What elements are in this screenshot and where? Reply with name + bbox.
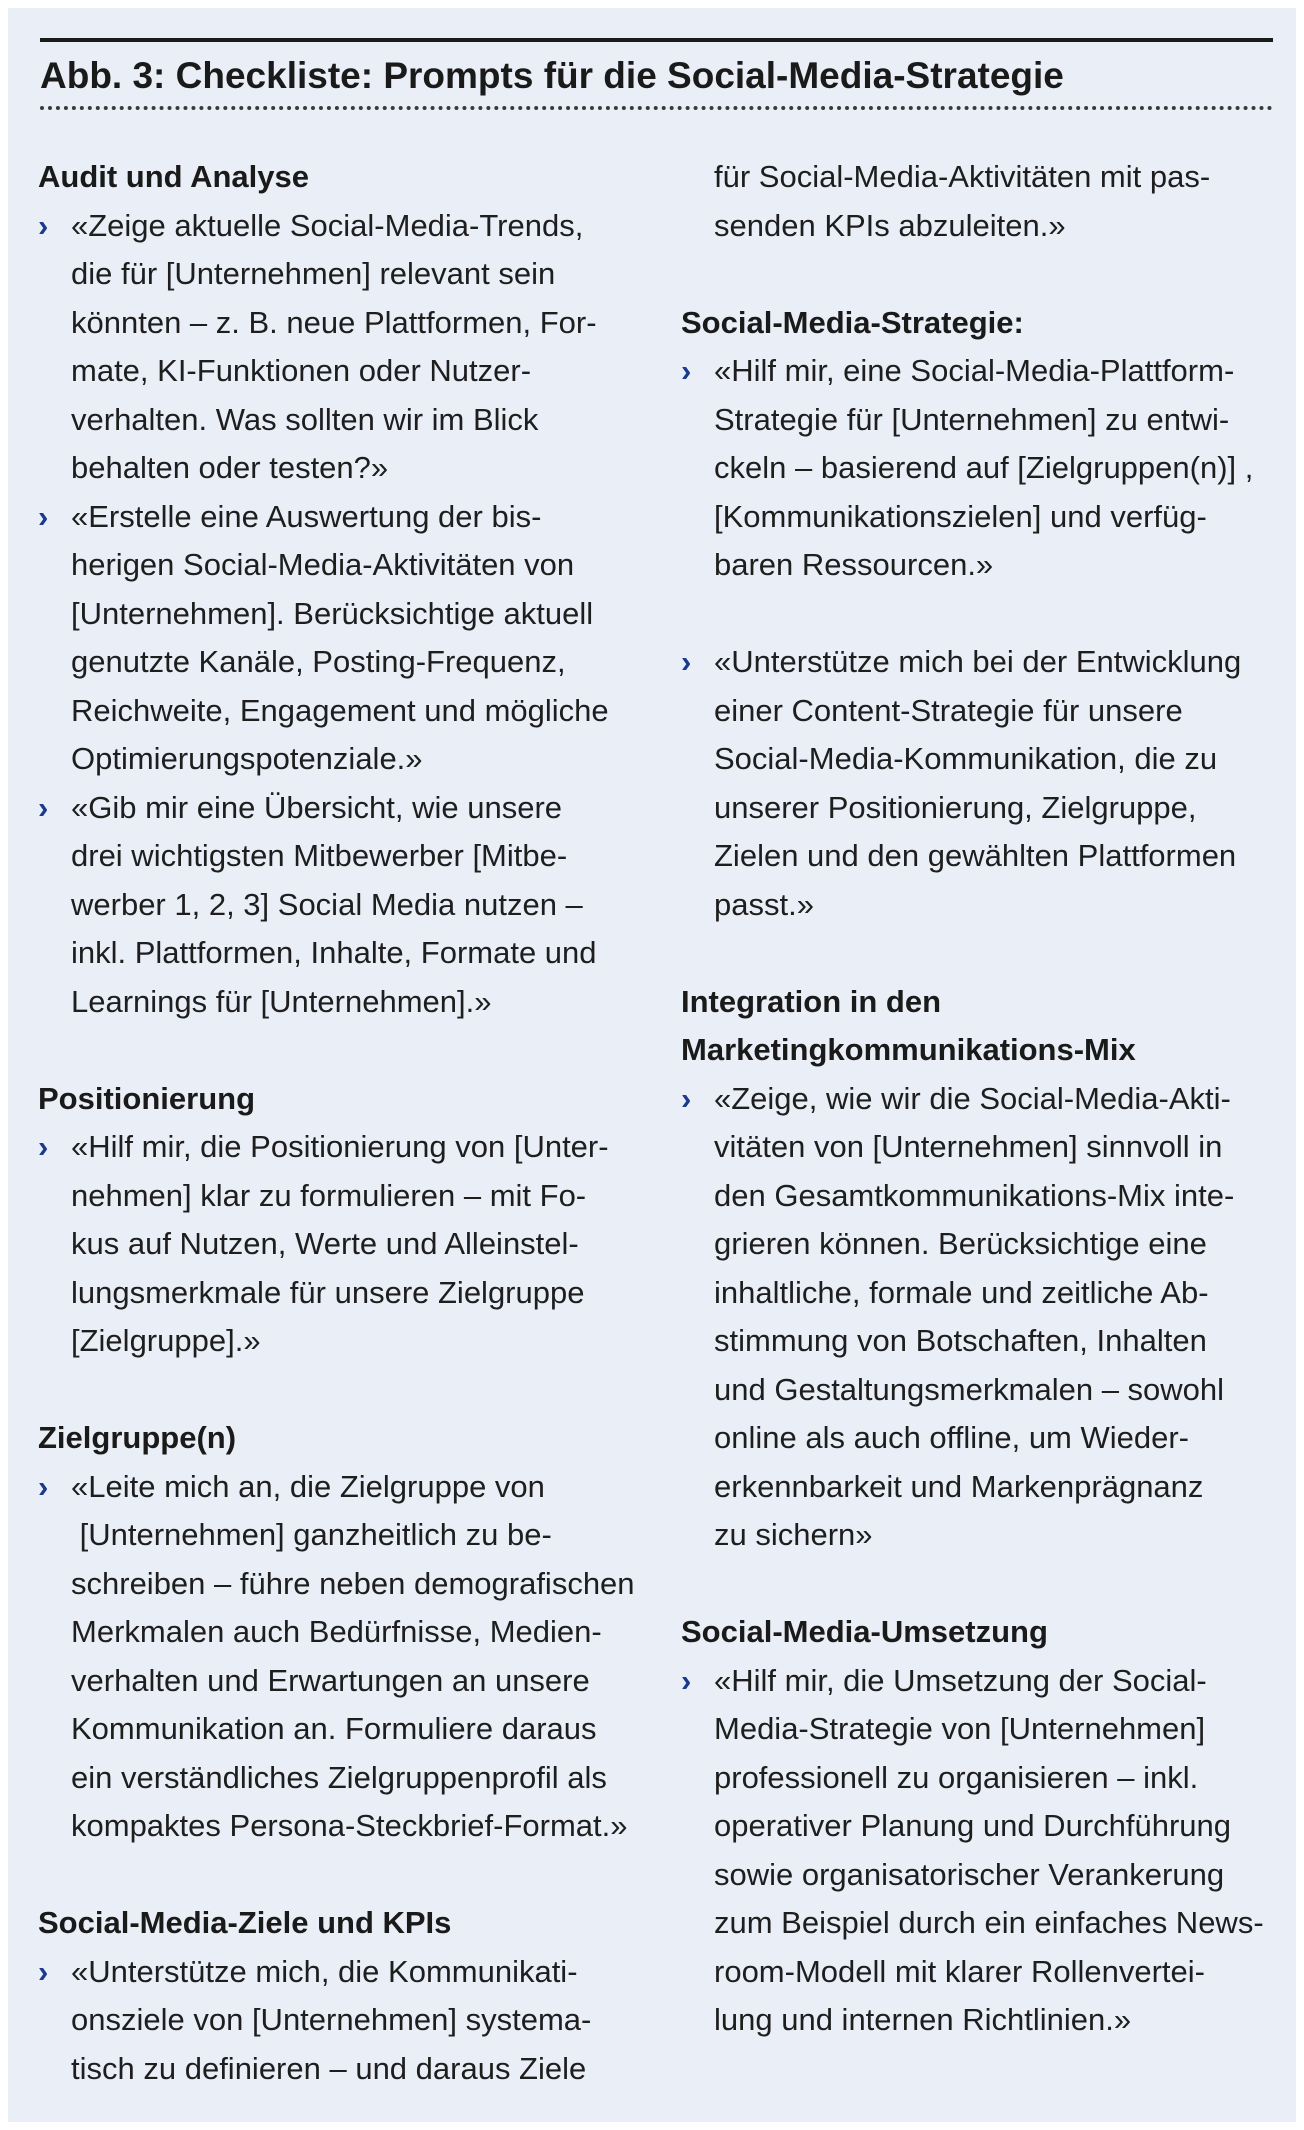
prompt-line: schreiben – führe neben demografischen — [71, 1565, 635, 1601]
chevron-right-icon: › — [38, 498, 49, 534]
prompt-item — [38, 1463, 648, 1851]
prompt-line: operativer Planung und Durchführung — [714, 1808, 1232, 1843]
figure-title: Abb. 3: Checkliste: Prompts für die Social-Media-Strategie — [40, 55, 1064, 96]
prompt-line: Media-Strategie von [Unternehmen] — [714, 1711, 1206, 1746]
section-heading: Positionierung — [38, 1080, 255, 1116]
prompt-line: nehmen] klar zu formulieren – mit Fo- — [71, 1177, 587, 1213]
prompt-line: inhaltliche, formale und zeitliche Ab- — [714, 1274, 1209, 1310]
prompt-line: online als auch offline, um Wieder- — [714, 1420, 1190, 1455]
prompt-line: einer Content-Strategie für unsere — [714, 692, 1183, 728]
section-ziele-kpis — [38, 1899, 648, 2093]
prompt-line: Social-Media-Kommunikation, die zu — [714, 741, 1218, 776]
section-ziele-kpis-continued — [681, 153, 1281, 250]
section-heading: Zielgruppe(n) — [38, 1420, 237, 1455]
prompt-line: den Gesamtkommunikations-Mix inte- — [714, 1177, 1235, 1213]
prompt-line: «Leite mich an, die Zielgruppe von — [71, 1468, 545, 1504]
left-column — [38, 153, 648, 2093]
prompt-line: professionell zu organisieren – inkl. — [714, 1759, 1199, 1795]
prompt-line: Kommunikation an. Formuliere daraus — [71, 1711, 597, 1746]
prompt-line: «Gib mir eine Übersicht, wie unsere — [71, 789, 563, 825]
right-column — [681, 153, 1281, 2045]
section-umsetzung — [681, 1608, 1281, 2045]
prompt-line: ein verständliches Zielgruppenprofil als — [71, 1759, 607, 1795]
chevron-right-icon: › — [681, 1080, 692, 1116]
chevron-right-icon: › — [38, 789, 49, 825]
prompt-line: drei wichtigsten Mitbewerber [Mitbe- — [71, 838, 568, 873]
prompt-line: [Kommunikationszielen] und verfüg- — [714, 498, 1207, 534]
section-heading: Social-Media-Umsetzung — [681, 1614, 1048, 1649]
chevron-right-icon: › — [38, 207, 49, 243]
section-heading: Integration in den — [681, 983, 942, 1019]
prompt-line: Learnings für [Unternehmen].» — [71, 983, 492, 1019]
section-zielgruppe — [38, 1414, 648, 1851]
section-audit — [38, 153, 648, 1026]
chevron-right-icon: › — [681, 1662, 692, 1698]
prompt-line: ckeln – basierend auf [Zielgruppen(n)] , — [714, 450, 1254, 485]
prompt-line: verhalten. Was sollten wir im Blick — [71, 401, 539, 437]
prompt-line: mate, KI-Funktionen oder Nutzer- — [71, 353, 532, 388]
section-positionierung — [38, 1075, 648, 1366]
section-heading: Social-Media-Ziele und KPIs — [38, 1905, 452, 1940]
section-heading: Social-Media-Strategie: — [681, 304, 1024, 340]
prompt-line: «Unterstütze mich, die Kommunikati- — [71, 1953, 578, 1989]
prompt-line: vitäten von [Unternehmen] sinnvoll in — [714, 1129, 1223, 1164]
prompt-item — [681, 347, 1281, 590]
prompt-line: Merkmalen auch Bedürfnisse, Medien- — [71, 1614, 602, 1649]
prompt-line: «Erstelle eine Auswertung der bis- — [71, 498, 542, 534]
prompt-item — [38, 1123, 648, 1366]
prompt-line: und Gestaltungsmerkmalen – sowohl — [714, 1371, 1225, 1407]
top-rule — [40, 38, 1273, 42]
chevron-right-icon: › — [681, 644, 692, 679]
chevron-right-icon: › — [38, 1953, 49, 1989]
prompt-line: erkennbarkeit und Markenprägnanz — [714, 1468, 1204, 1504]
prompt-line: onsziele von [Unternehmen] systema- — [71, 2002, 592, 2037]
prompt-item — [681, 1075, 1281, 1560]
prompt-line: «Unterstütze mich bei der Entwicklung — [714, 644, 1242, 679]
prompt-line: «Hilf mir, die Positionierung von [Unter- — [71, 1129, 609, 1164]
prompt-continuation — [681, 153, 1281, 250]
prompt-line: die für [Unternehmen] relevant sein — [71, 256, 556, 291]
prompt-line: Zielen und den gewählten Plattformen — [714, 838, 1237, 873]
prompt-line: room-Modell mit klarer Rollenvertei- — [714, 1953, 1205, 1989]
prompt-line: herigen Social-Media-Aktivitäten von — [71, 547, 575, 582]
prompt-line: stimmung von Botschaften, Inhalten — [714, 1323, 1207, 1358]
prompt-line: für Social-Media-Aktivitäten mit pas- — [714, 159, 1211, 194]
prompt-item — [38, 202, 648, 493]
prompt-line: tisch zu definieren – und daraus Ziele — [71, 2050, 587, 2086]
prompt-line: behalten oder testen?» — [71, 450, 389, 485]
prompt-line: [Unternehmen] ganzheitlich zu be- — [71, 1517, 552, 1552]
checklist-box — [8, 8, 1296, 2122]
chevron-right-icon: › — [38, 1129, 49, 1164]
prompt-line: Reichweite, Engagement und mögliche — [71, 692, 609, 728]
chevron-right-icon: › — [38, 1468, 49, 1504]
dotted-divider — [40, 106, 1273, 110]
prompt-line: kompaktes Persona-Steckbrief-Format.» — [71, 1808, 628, 1843]
prompt-line: lungsmerkmale für unsere Zielgruppe — [71, 1274, 585, 1310]
prompt-line: passt.» — [714, 886, 814, 922]
prompt-line: baren Ressourcen.» — [714, 547, 994, 582]
prompt-line: genutzte Kanäle, Posting-Frequenz, — [71, 644, 566, 679]
prompt-line: zum Beispiel durch ein einfaches News- — [714, 1905, 1264, 1940]
section-heading: Marketingkommunikations-Mix — [681, 1032, 1136, 1067]
section-integration — [681, 978, 1281, 1560]
prompt-item — [38, 1948, 648, 2094]
prompt-line: werber 1, 2, 3] Social Media nutzen – — [71, 886, 583, 922]
prompt-line: «Hilf mir, eine Social-Media-Plattform- — [714, 353, 1235, 388]
prompt-line: Optimierungspotenziale.» — [71, 741, 423, 776]
prompt-line: [Zielgruppe].» — [71, 1323, 261, 1358]
spacer — [681, 590, 1281, 639]
prompt-line: kus auf Nutzen, Werte und Alleinstel- — [71, 1226, 579, 1261]
prompt-line: «Hilf mir, die Umsetzung der Social- — [714, 1662, 1207, 1698]
prompt-item — [681, 1657, 1281, 2045]
section-heading: Audit und Analyse — [38, 159, 309, 194]
prompt-line: Strategie für [Unternehmen] zu entwi- — [714, 401, 1230, 437]
prompt-line: inkl. Plattformen, Inhalte, Formate und — [71, 935, 597, 970]
prompt-line: lung und internen Richtlinien.» — [714, 2002, 1132, 2037]
prompt-line: könnten – z. B. neue Plattformen, For- — [71, 304, 597, 340]
prompt-line: grieren können. Berücksichtige eine — [714, 1226, 1207, 1261]
prompt-line: sowie organisatorischer Verankerung — [714, 1856, 1225, 1892]
prompt-line: [Unternehmen]. Berücksichtige aktuell — [71, 595, 594, 631]
prompt-item — [38, 493, 648, 784]
section-strategie — [681, 299, 1281, 930]
prompt-line: senden KPIs abzuleiten.» — [714, 207, 1066, 243]
prompt-item — [681, 638, 1281, 929]
prompt-line: «Zeige, wie wir die Social-Media-Akti- — [714, 1080, 1231, 1116]
prompt-line: zu sichern» — [714, 1517, 873, 1552]
prompt-line: verhalten und Erwartungen an unsere — [71, 1662, 590, 1698]
prompt-item — [38, 784, 648, 1027]
prompt-line: «Zeige aktuelle Social-Media-Trends, — [71, 207, 584, 243]
chevron-right-icon: › — [681, 353, 692, 388]
prompt-line: unserer Positionierung, Zielgruppe, — [714, 789, 1197, 825]
